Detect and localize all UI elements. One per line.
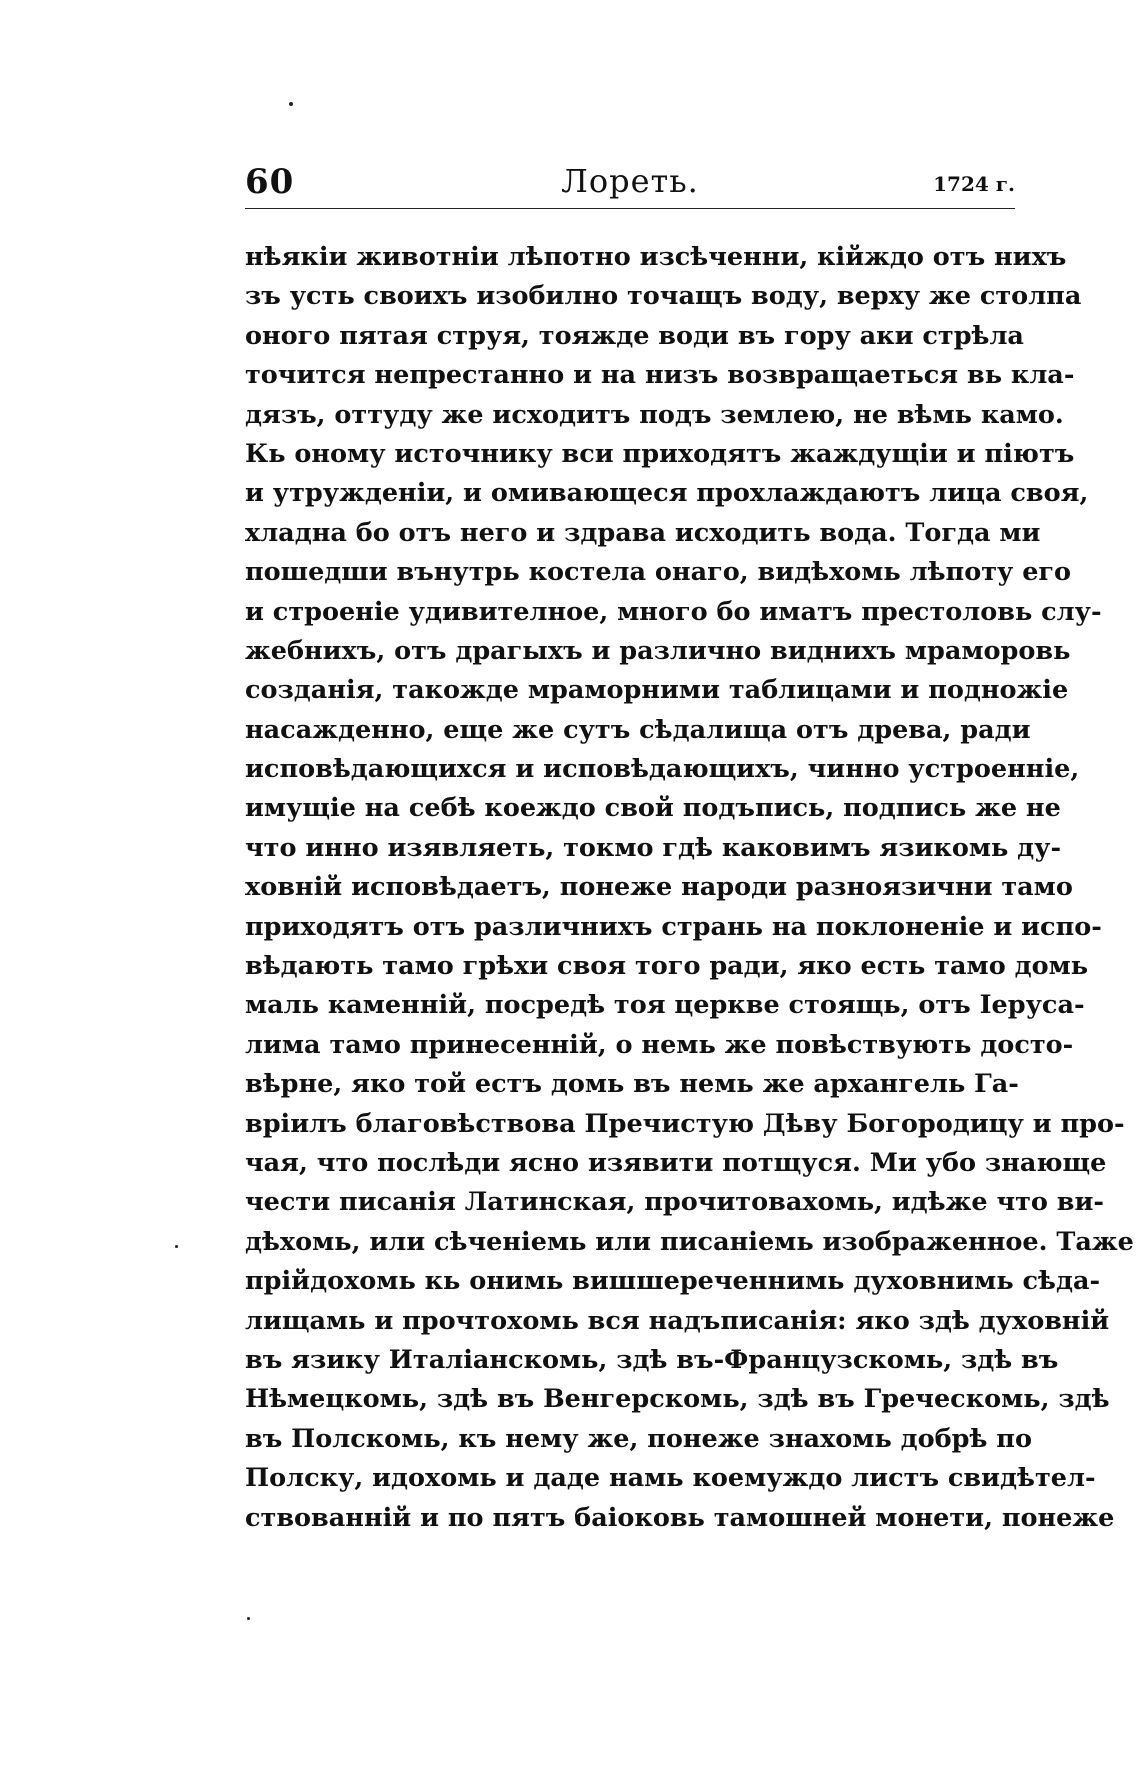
text-line: чести писанія Латинская, прочитовахомь, идѣже что ви-	[245, 1187, 1105, 1218]
text-line: чая, что послѣди ясно изявити потщуся. Ми убо знающе	[245, 1147, 1107, 1178]
text-line: маль каменній, посредѣ тоя церкве стоящь, отъ Іерусa-	[245, 990, 1085, 1021]
text-line: оного пятая струя, тояжде води въ гору аки стрѣла	[245, 320, 1024, 351]
text-line: прійдохомь кь онимь вишшереченнимь духовнимь сѣда-	[245, 1266, 1101, 1297]
text-line: ствованній и по пятъ баіоковь тамошней монети, понеже	[245, 1502, 1115, 1533]
year-label: 1724 г.	[933, 172, 1015, 196]
text-line: хладна бо отъ него и здрава исходить вода. Тогда ми	[245, 517, 1041, 548]
text-line: Кь оному источнику вси приходятъ жаждущіи и піютъ	[245, 438, 1075, 469]
text-line: дязъ, оттуду же исходитъ подъ землею, не вѣмь камо.	[245, 399, 1064, 430]
text-line: вріилъ благовѣствова Пречистую Дѣву Богородицу и про-	[245, 1108, 1125, 1139]
body-text	[245, 238, 1134, 1538]
text-line: лима тамо принесенній, о немь же повѣствують достo-	[245, 1029, 1074, 1060]
page-number: 60	[245, 162, 295, 202]
text-line: вѣрне, яко той естъ домь въ немь же архангель Га-	[245, 1069, 1019, 1100]
text-line: насажденно, еще же сутъ сѣдалища отъ древа, ради	[245, 714, 1031, 745]
text-line: что инно изявляеть, токмо гдѣ каковимъ язикомь ду-	[245, 832, 1062, 863]
running-title: Лореть.	[561, 162, 699, 200]
text-line: приходятъ отъ различнихъ странь на поклоненіе и испо-	[245, 911, 1102, 942]
text-line: Нѣмецкомь, здѣ въ Венгерскомь, здѣ въ Греческомь, здѣ	[245, 1384, 1110, 1415]
text-line: нѣякіи животніи лѣпотно изсѣченни, кійждо отъ нихъ	[245, 242, 1067, 272]
text-line: ховній исповѣдаетъ, понеже народи разноязични тамо	[245, 872, 1073, 903]
text-line: дѣхомь, или сѣченіемь или писаніемь изображенное. Таже	[245, 1226, 1134, 1257]
text-line: созданія, такожде мраморними таблицами и подножіе	[245, 675, 1069, 706]
text-line: жебнихъ, отъ драгыхъ и различно виднихъ мраморовь	[245, 635, 1071, 666]
text-line: и утружденіи, и омивающеся прохлаждаютъ лица своя,	[245, 478, 1089, 509]
ink-speck	[247, 1617, 250, 1620]
ink-speck	[175, 1245, 178, 1248]
text-line: пошедши вънутрь костела онаго, видѣхомь лѣпоту его	[245, 557, 1072, 588]
text-line: вѣдають тамо грѣхи своя того ради, яко есть тамо домь	[245, 951, 1089, 982]
text-line: исповѣдающихся и исповѣдающихъ, чинно устроенніе,	[245, 754, 1080, 785]
page-header	[245, 160, 1015, 209]
ink-speck	[289, 102, 293, 106]
text-line: и строеніе удивителное, много бо иматъ престоловь слу-	[245, 596, 1102, 627]
text-line: лищамь и прочтохомь вся надъписанія: яко здѣ духовній	[245, 1305, 1110, 1336]
text-line: зъ усть своихъ изобилно точащъ воду, верху же столпа	[245, 281, 1082, 312]
text-line: въ Полскомь, къ нему же, понеже знахомь добрѣ по	[245, 1423, 1032, 1454]
text-line: Полску, идохомь и даде намь коемуждо листъ свидѣтел-	[245, 1463, 1096, 1494]
text-line: точится непрестанно и на низъ возвращаеться вь кла-	[245, 360, 1075, 391]
text-line: имущіе на себѣ коеждо свой подъпись, подпись же не	[245, 793, 1061, 824]
text-line: въ язику Италіанскомь, здѣ въ-Французскомь, здѣ въ	[245, 1344, 1059, 1375]
